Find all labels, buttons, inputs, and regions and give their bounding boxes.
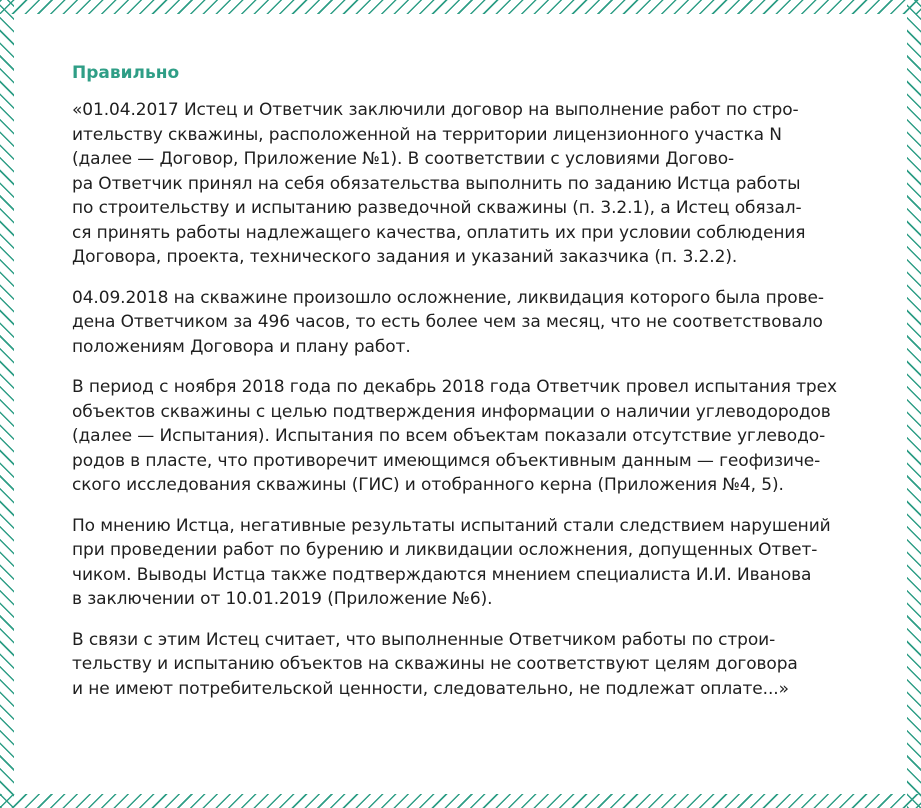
- section-heading: Правильно: [72, 63, 180, 83]
- paragraph-conclusion: В связи с этим Истец считает, что выполненные Ответчиком работы по строи- тельству и испытанию объектов на скважины не соответствуют целям договора и не имеют потребительской ценности, следовательно, не подлежат оплате...»: [72, 629, 798, 699]
- paragraph-opinion: По мнению Истца, негативные результаты испытаний стали следствием нарушений при проведении работ по бурению и ликвидации осложнения, допущенных Ответ- чиком. Выводы Истца также подтверждаются мнением специалиста И.И. Иванова в заключении от 10.01.2019 (Приложение №6).: [72, 515, 831, 609]
- document-body: [72, 60, 842, 717]
- decorative-border-right: [907, 0, 921, 808]
- paragraph-contract: «01.04.2017 Истец и Ответчик заключили договор на выполнение работ по стро- ительству скважины, расположенной на территории лицензионного участка N (далее — Договор, Приложение №1). В соответствии с условиями Догово- ра Ответчик принял на себя обязательства выполнить по заданию Истца работы по строительству и испытанию разведочной скважины (п. 3.2.1), а Истец обязал- ся принять работы надлежащего качества, оплатить их при условии соблюдения Договора, проекта, технического задания и указаний заказчика (п. 3.2.2).: [72, 100, 806, 267]
- decorative-border-top: [0, 0, 921, 14]
- paragraph-complication: 04.09.2018 на скважине произошло осложнение, ликвидация которого была прове- дена Ответчиком за 496 часов, то есть более чем за месяц, что не соответствовало положениям Договора и плану работ.: [72, 287, 824, 357]
- decorative-border-left: [0, 0, 14, 808]
- paragraph-tests: В период с ноября 2018 года по декабрь 2018 года Ответчик провел испытания трех объектов скважины с целью подтверждения информации о наличии углеводородов (далее — Испытания). Испытания по всем объектам показали отсутствие углеводо- родов в пласте, что противоречит имеющимся объективным данным — геофизиче- ского исследования скважины (ГИС) и отобранного керна (Приложения №4, 5).: [72, 377, 837, 495]
- decorative-border-bottom: [0, 794, 921, 808]
